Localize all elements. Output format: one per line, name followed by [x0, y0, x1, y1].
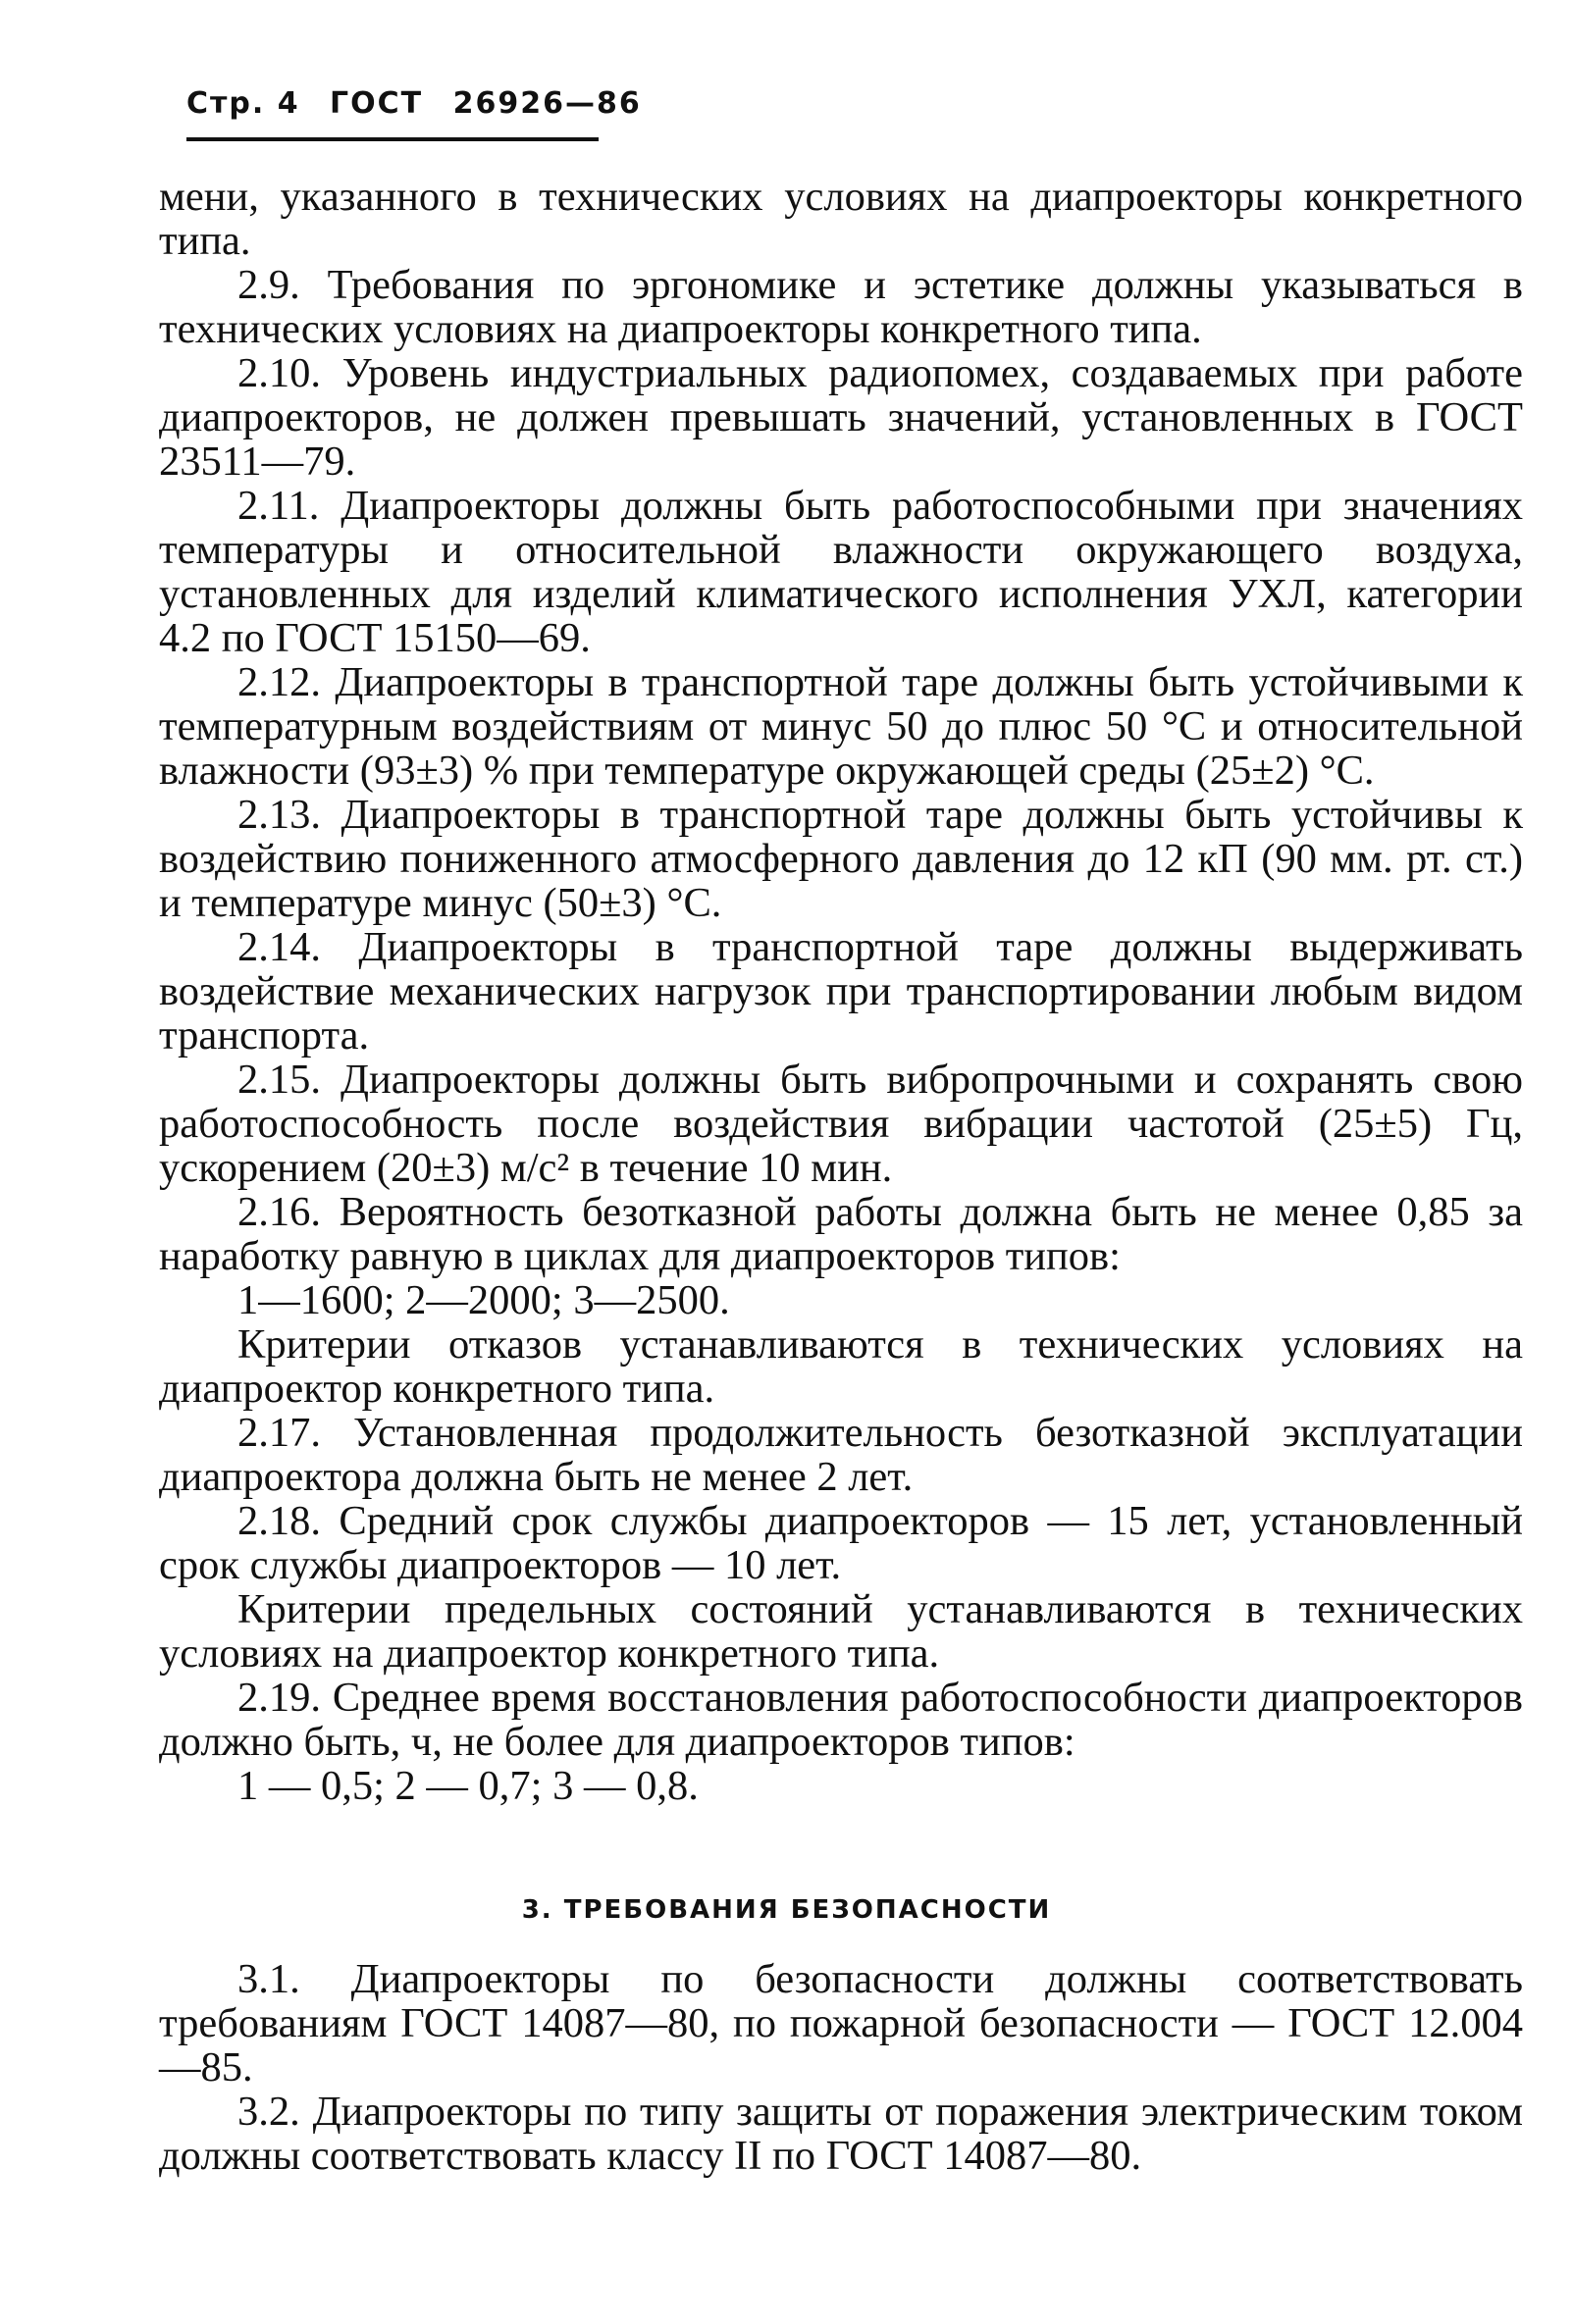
standard-label: ГОСТ	[330, 86, 424, 121]
paragraph-3-1: 3.1. Диапроекторы по безопасности должны соответствовать требованиям ГОСТ 14087—80, по пожарной безопасности — ГОСТ 12.004—85.	[159, 1956, 1523, 2091]
section-2-body	[159, 175, 1523, 1808]
paragraph-2-16-values: 1—1600; 2—2000; 3—2500.	[237, 1277, 730, 1323]
paragraph-2-13: 2.13. Диапроекторы в транспортной таре должны быть устойчивы к воздействию пониженного атмосферного давления до 12 кП (90 мм. рт. ст.) и температуре минус (50±3) °С.	[159, 792, 1523, 926]
paragraph-2-11: 2.11. Диапроекторы должны быть работоспособными при значениях температуры и относительной влажности окружающего воздуха, установленных для изделий климатического исполнения УХЛ, категории 4.2 по ГОСТ 15150—69.	[159, 483, 1523, 661]
paragraph-2-12: 2.12. Диапроекторы в транспортной таре должны быть устойчивыми к температурным воздействиям от минус 50 до плюс 50 °С и относительной влажности (93±3) % при температуре окружающей среды (25±2) °С.	[159, 659, 1523, 794]
paragraph-2-9: 2.9. Требования по эргономике и эстетике должны указываться в технических условиях на диапроекторы конкретного типа.	[159, 262, 1523, 352]
paragraph-2-19-values: 1 — 0,5; 2 — 0,7; 3 — 0,8.	[237, 1763, 699, 1809]
paragraph-2-17: 2.17. Установленная продолжительность безотказной эксплуатации диапроектора должна быть не менее 2 лет.	[159, 1410, 1523, 1500]
paragraph-2-18: 2.18. Средний срок службы диапроекторов — 15 лет, установленный срок службы диапроекторов — 10 лет.	[159, 1498, 1523, 1588]
page-header	[186, 86, 659, 121]
paragraph-2-15: 2.15. Диапроекторы должны быть вибропрочными и сохранять свою работоспособность после воздействия вибрации частотой (25±5) Гц, ускорением (20±3) м/с² в течение 10 мин.	[159, 1057, 1523, 1191]
section-3-body	[159, 1957, 1523, 2178]
paragraph-2-10: 2.10. Уровень индустриальных радиопомех, создаваемых при работе диапроекторов, не должен превышать значений, установленных в ГОСТ 23511—79.	[159, 350, 1523, 485]
section-3-title: 3. ТРЕБОВАНИЯ БЕЗОПАСНОСТИ	[521, 1895, 1052, 1925]
paragraph-continuation: мени, указанного в технических условиях на диапроекторы конкретного типа.	[159, 174, 1523, 264]
paragraph-2-19: 2.19. Среднее время восстановления работоспособности диапроекторов должно быть, ч, не более для диапроекторов типов:	[159, 1675, 1523, 1765]
standard-number: 26926—86	[452, 86, 642, 121]
header-rule	[186, 137, 599, 141]
page-number: Стр. 4	[186, 86, 300, 121]
paragraph-failure-criteria: Критерии отказов устанавливаются в технических условиях на диапроектор конкретного типа.	[159, 1321, 1523, 1412]
paragraph-limit-state-criteria: Критерии предельных состояний устанавливаются в технических условиях на диапроектор конкретного типа.	[159, 1586, 1523, 1677]
paragraph-2-16: 2.16. Вероятность безотказной работы должна быть не менее 0,85 за наработку равную в циклах для диапроекторов типов:	[159, 1189, 1523, 1279]
paragraph-3-2: 3.2. Диапроекторы по типу защиты от поражения электрическим током должны соответствовать классу II по ГОСТ 14087—80.	[159, 2089, 1523, 2179]
paragraph-2-14: 2.14. Диапроекторы в транспортной таре должны выдерживать воздействие механических нагрузок при транспортировании любым видом транспорта.	[159, 924, 1523, 1059]
